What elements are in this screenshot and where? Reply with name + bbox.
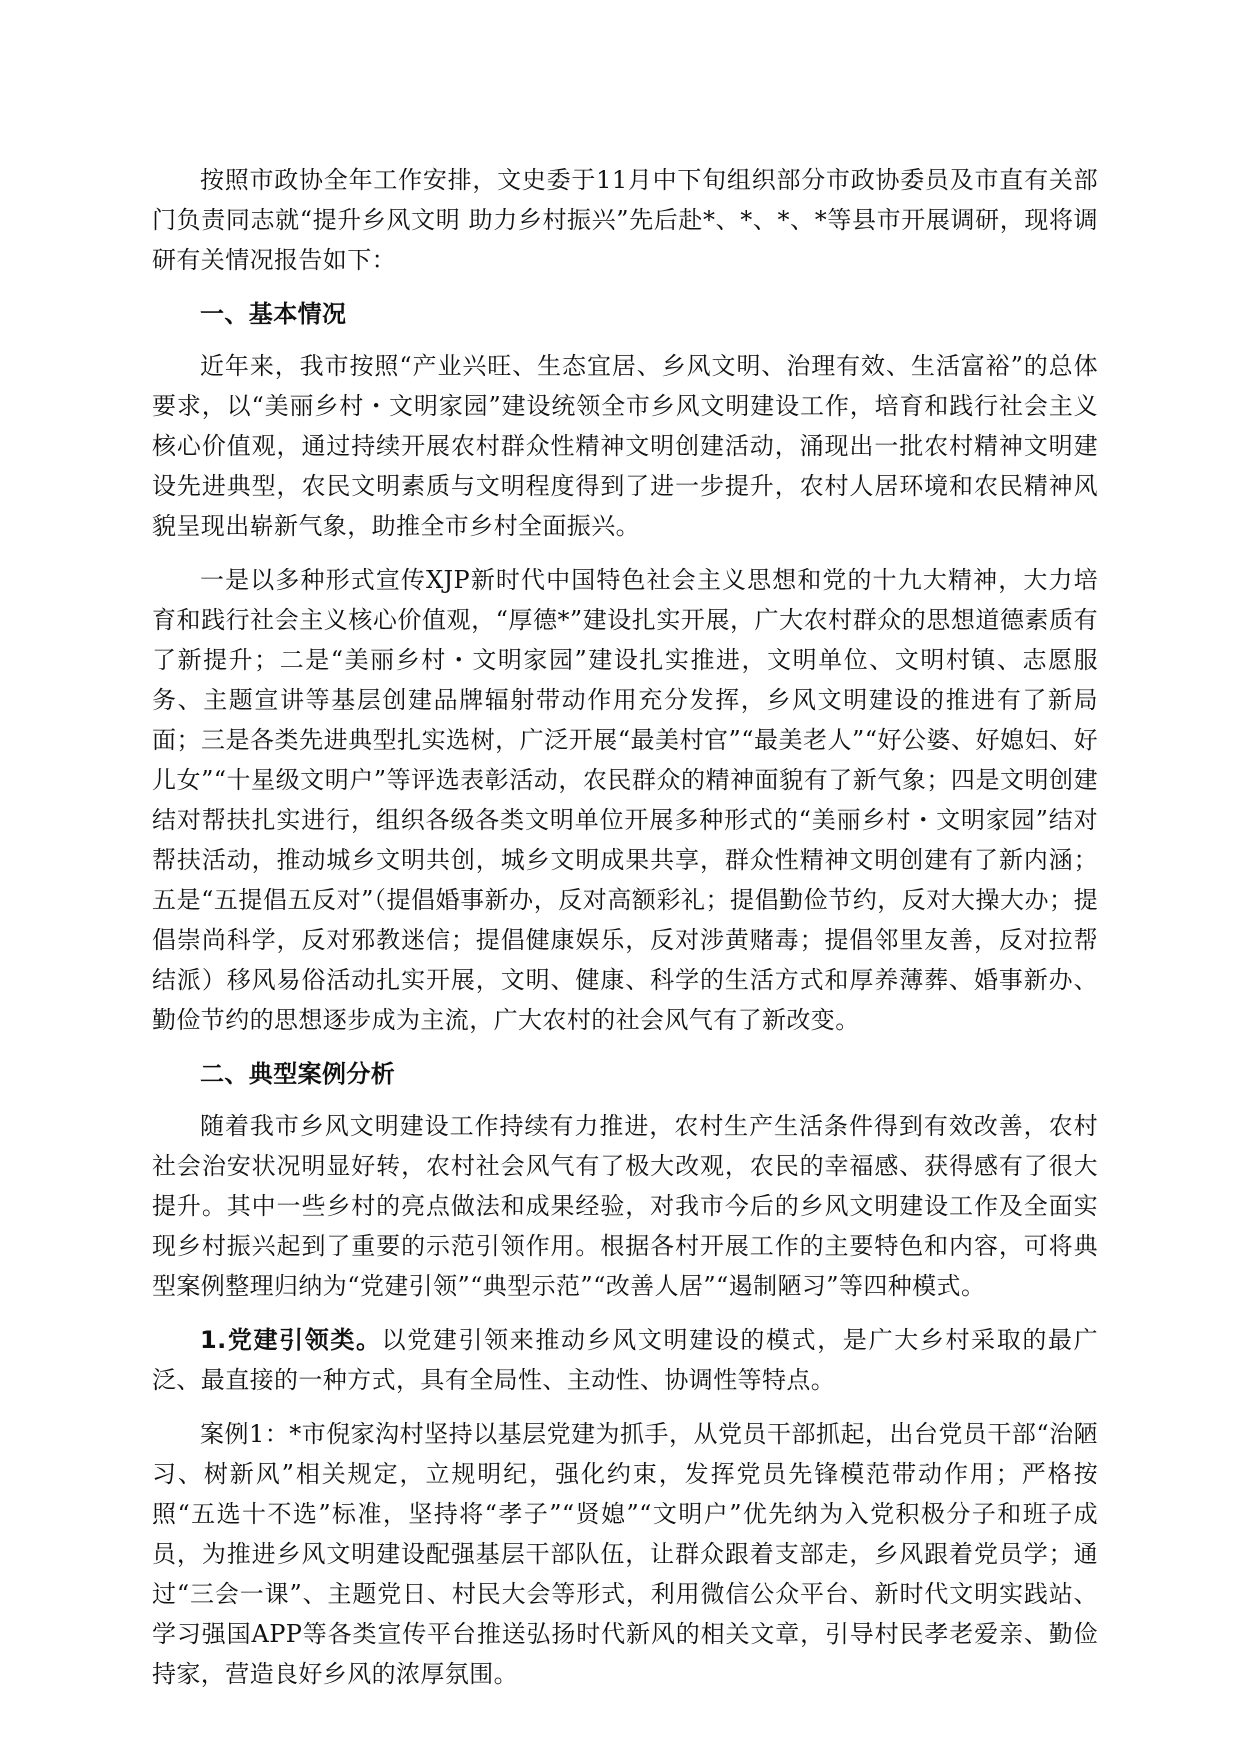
item-1-lead: 1.党建引领类。 — [200, 1326, 382, 1354]
section1-paragraph-1: 近年来，我市按照“产业兴旺、生态宜居、乡风文明、治理有效、生活富裕”的总体要求，以“美丽乡村・文明家园”建设统领全市乡风文明建设工作，培育和践行社会主义核心价值观，通过持续开展农村群众性精神文明创建活动，涌现出一批农村精神文明建设先进典型，农民文明素质与文明程度得到了进一步提升，农村人居环境和农民精神风貌呈现出崭新气象，助推全市乡村全面振兴。 — [152, 352, 1098, 540]
item-1-text: 以党建引领来推动乡风文明建设的模式，是广大乡村采取的最广泛、最直接的一种方式，具有全局性、主动性、协调性等特点。 — [152, 1326, 1098, 1394]
section2-paragraph-1: 随着我市乡风文明建设工作持续有力推进，农村生产生活条件得到有效改善，农村社会治安状况明显好转，农村社会风气有了极大改观，农民的幸福感、获得感有了很大提升。其中一些乡村的亮点做法和成果经验，对我市今后的乡风文明建设工作及全面实现乡村振兴起到了重要的示范引领作用。根据各村开展工作的主要特色和内容，可将典型案例整理归纳为“党建引领”“典型示范”“改善人居”“遏制陋习”等四种模式。 — [152, 1112, 1098, 1300]
section-heading-case-analysis: 二、典型案例分析 — [200, 1060, 396, 1088]
case-1-paragraph: 案例1：*市倪家沟村坚持以基层党建为抓手，从党员干部抓起，出台党员干部“治陋习、树新风”相关规定，立规明纪，强化约束，发挥党员先锋模范带动作用；严格按照“五选十不选”标准，坚持将“孝子”“贤媳”“文明户”优先纳为入党积极分子和班子成员，为推进乡风文明建设配强基层干部队伍，让群众跟着支部走，乡风跟着党员学；通过“三会一课”、主题党日、村民大会等形式，利用微信公众平台、新时代文明实践站、学习强国APP等各类宣传平台推送弘扬时代新风的相关文章，引导村民孝老爱亲、勤俭持家，营造良好乡风的浓厚氛围。 — [152, 1420, 1098, 1688]
section-heading-basic-situation: 一、基本情况 — [200, 300, 347, 328]
section1-paragraph-2: 一是以多种形式宣传XJP新时代中国特色社会主义思想和党的十九大精神，大力培育和践行社会主义核心价值观，“厚德*”建设扎实开展，广大农村群众的思想道德素质有了新提升；二是“美丽乡村・文明家园”建设扎实推进，文明单位、文明村镇、志愿服务、主题宣讲等基层创建品牌辐射带动作用充分发挥，乡风文明建设的推进有了新局面；三是各类先进典型扎实选树，广泛开展“最美村官”“最美老人”“好公婆、好媳妇、好儿女”“十星级文明户”等评选表彰活动，农民群众的精神面貌有了新气象；四是文明创建结对帮扶扎实进行，组织各级各类文明单位开展多种形式的“美丽乡村・文明家园”结对帮扶活动，推动城乡文明共创，城乡文明成果共享，群众性精神文明创建有了新内涵；五是“五提倡五反对”（提倡婚事新办，反对高额彩礼；提倡勤俭节约，反对大操大办；提倡崇尚科学，反对邪教迷信；提倡健康娱乐，反对涉黄赌毒；提倡邻里友善，反对拉帮结派）移风易俗活动扎实开展，文明、健康、科学的生活方式和厚养薄葬、婚事新办、勤俭节约的思想逐步成为主流，广大农村的社会风气有了新改变。 — [152, 566, 1098, 1034]
intro-paragraph: 按照市政协全年工作安排，文史委于11月中下旬组织部分市政协委员及市直有关部门负责同志就“提升乡风文明 助力乡村振兴”先后赴*、*、*、*等县市开展调研，现将调研有关情况报告如下： — [152, 166, 1098, 274]
section2-item-1 — [152, 1320, 1098, 1400]
document-page — [152, 160, 1098, 1694]
